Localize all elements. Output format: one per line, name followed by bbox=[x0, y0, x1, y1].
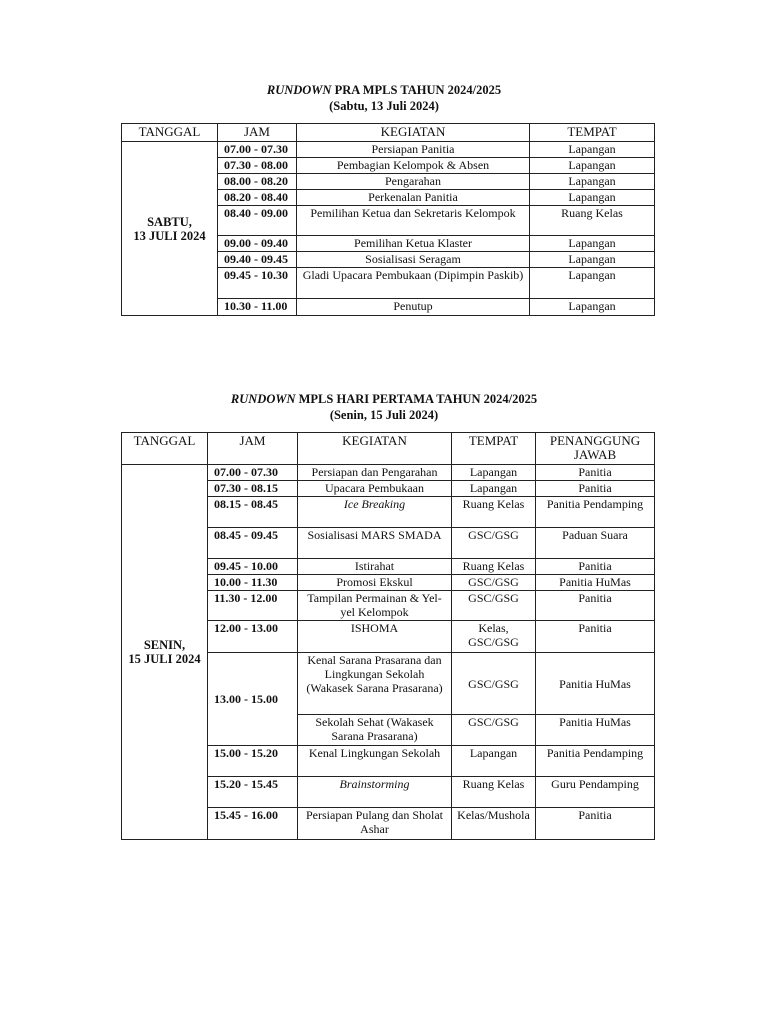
kegiatan-cell: Pengarahan bbox=[297, 174, 530, 190]
kegiatan-cell: Istirahat bbox=[298, 559, 452, 575]
table2-title: RUNDOWN MPLS HARI PERTAMA TAHUN 2024/2025 bbox=[230, 392, 538, 406]
jam-cell: 10.00 - 11.30 bbox=[208, 575, 298, 591]
tempat-cell: Lapangan bbox=[530, 236, 655, 252]
kegiatan-cell: Sosialisasi Seragam bbox=[297, 252, 530, 268]
pj-cell: Panitia bbox=[536, 559, 655, 575]
tempat-cell: Lapangan bbox=[530, 190, 655, 206]
table-header-row bbox=[122, 433, 655, 465]
tempat-cell: Ruang Kelas bbox=[452, 777, 536, 808]
kegiatan-cell: Ice Breaking bbox=[298, 497, 452, 528]
tempat-cell: Lapangan bbox=[452, 465, 536, 481]
tempat-cell: GSC/GSG bbox=[452, 528, 536, 559]
table-row bbox=[122, 142, 655, 158]
pj-cell: Panitia bbox=[536, 465, 655, 481]
tempat-cell: Kelas/Mushola bbox=[452, 808, 536, 840]
jam-cell: 07.00 - 07.30 bbox=[208, 465, 298, 481]
kegiatan-cell: Kenal Sarana Prasarana dan Lingkungan Sekolah (Wakasek Sarana Prasarana) bbox=[298, 653, 452, 715]
kegiatan-cell: Persiapan dan Pengarahan bbox=[298, 465, 452, 481]
kegiatan-cell: Sosialisasi MARS SMADA bbox=[298, 528, 452, 559]
jam-cell: 08.40 - 09.00 bbox=[218, 206, 297, 236]
tempat-cell: Lapangan bbox=[452, 481, 536, 497]
jam-cell: 09.45 - 10.00 bbox=[208, 559, 298, 575]
tempat-cell: Ruang Kelas bbox=[452, 497, 536, 528]
jam-cell: 07.30 - 08.00 bbox=[218, 158, 297, 174]
date-cell: SABTU, 13 JULI 2024 bbox=[122, 142, 218, 316]
tempat-cell: GSC/GSG bbox=[452, 653, 536, 715]
tempat-cell: Ruang Kelas bbox=[452, 559, 536, 575]
tempat-cell: Lapangan bbox=[530, 268, 655, 299]
kegiatan-cell: Persiapan Pulang dan Sholat Ashar bbox=[298, 808, 452, 840]
kegiatan-cell: ISHOMA bbox=[298, 621, 452, 653]
header-tempat: TEMPAT bbox=[452, 433, 536, 465]
tempat-cell: Lapangan bbox=[530, 299, 655, 316]
tempat-cell: GSC/GSG bbox=[452, 575, 536, 591]
kegiatan-cell: Sekolah Sehat (Wakasek Sarana Prasarana) bbox=[298, 715, 452, 746]
table-header-row bbox=[122, 124, 655, 142]
header-kegiatan: KEGIATAN bbox=[297, 124, 530, 142]
pj-cell: Panitia Pendamping bbox=[536, 497, 655, 528]
tempat-cell: Lapangan bbox=[530, 252, 655, 268]
pj-cell: Panitia HuMas bbox=[536, 653, 655, 715]
header-jam: JAM bbox=[208, 433, 298, 465]
pj-cell: Panitia bbox=[536, 481, 655, 497]
header-tanggal: TANGGAL bbox=[122, 433, 208, 465]
tempat-cell: GSC/GSG bbox=[452, 591, 536, 621]
jam-cell: 12.00 - 13.00 bbox=[208, 621, 298, 653]
pj-cell: Panitia bbox=[536, 591, 655, 621]
pj-cell: Panitia HuMas bbox=[536, 575, 655, 591]
jam-cell: 15.20 - 15.45 bbox=[208, 777, 298, 808]
pj-cell: Panitia HuMas bbox=[536, 715, 655, 746]
kegiatan-cell: Penutup bbox=[297, 299, 530, 316]
kegiatan-cell: Kenal Lingkungan Sekolah bbox=[298, 746, 452, 777]
jam-cell: 07.30 - 08.15 bbox=[208, 481, 298, 497]
jam-cell: 13.00 - 15.00 bbox=[208, 653, 298, 746]
kegiatan-cell: Perkenalan Panitia bbox=[297, 190, 530, 206]
jam-cell: 08.00 - 08.20 bbox=[218, 174, 297, 190]
tempat-cell: GSC/GSG bbox=[452, 715, 536, 746]
tempat-cell: Lapangan bbox=[452, 746, 536, 777]
rundown-table-mpls-hari-pertama bbox=[121, 432, 655, 840]
table1-title: RUNDOWN PRA MPLS TAHUN 2024/2025 bbox=[266, 83, 502, 97]
jam-cell: 15.45 - 16.00 bbox=[208, 808, 298, 840]
jam-cell: 09.40 - 09.45 bbox=[218, 252, 297, 268]
jam-cell: 08.45 - 09.45 bbox=[208, 528, 298, 559]
kegiatan-cell: Upacara Pembukaan bbox=[298, 481, 452, 497]
jam-cell: 15.00 - 15.20 bbox=[208, 746, 298, 777]
table-row bbox=[122, 465, 655, 481]
kegiatan-cell: Pembagian Kelompok & Absen bbox=[297, 158, 530, 174]
pj-cell: Panitia bbox=[536, 621, 655, 653]
pj-cell: Guru Pendamping bbox=[536, 777, 655, 808]
tempat-cell: Lapangan bbox=[530, 174, 655, 190]
jam-cell: 09.00 - 09.40 bbox=[218, 236, 297, 252]
tempat-cell: Lapangan bbox=[530, 142, 655, 158]
rundown-table-pra-mpls bbox=[121, 123, 655, 316]
header-penanggung-jawab: PENANGGUNG JAWAB bbox=[536, 433, 655, 465]
jam-cell: 11.30 - 12.00 bbox=[208, 591, 298, 621]
table1-subtitle: (Sabtu, 13 Juli 2024) bbox=[329, 99, 439, 113]
header-tempat: TEMPAT bbox=[530, 124, 655, 142]
header-jam: JAM bbox=[218, 124, 297, 142]
kegiatan-cell: Gladi Upacara Pembukaan (Dipimpin Paskib) bbox=[297, 268, 530, 299]
jam-cell: 08.15 - 08.45 bbox=[208, 497, 298, 528]
pj-cell: Panitia Pendamping bbox=[536, 746, 655, 777]
header-tanggal: TANGGAL bbox=[122, 124, 218, 142]
table2-subtitle: (Senin, 15 Juli 2024) bbox=[329, 408, 439, 422]
kegiatan-cell: Tampilan Permainan & Yel-yel Kelompok bbox=[298, 591, 452, 621]
jam-cell: 09.45 - 10.30 bbox=[218, 268, 297, 299]
pj-cell: Paduan Suara bbox=[536, 528, 655, 559]
header-kegiatan: KEGIATAN bbox=[298, 433, 452, 465]
pj-cell: Panitia bbox=[536, 808, 655, 840]
tempat-cell: Ruang Kelas bbox=[530, 206, 655, 236]
jam-cell: 08.20 - 08.40 bbox=[218, 190, 297, 206]
jam-cell: 10.30 - 11.00 bbox=[218, 299, 297, 316]
jam-cell: 07.00 - 07.30 bbox=[218, 142, 297, 158]
kegiatan-cell: Persiapan Panitia bbox=[297, 142, 530, 158]
tempat-cell: Kelas, GSC/GSG bbox=[452, 621, 536, 653]
date-cell: SENIN, 15 JULI 2024 bbox=[122, 465, 208, 840]
kegiatan-cell: Brainstorming bbox=[298, 777, 452, 808]
kegiatan-cell: Pemilihan Ketua dan Sekretaris Kelompok bbox=[297, 206, 530, 236]
kegiatan-cell: Pemilihan Ketua Klaster bbox=[297, 236, 530, 252]
kegiatan-cell: Promosi Ekskul bbox=[298, 575, 452, 591]
tempat-cell: Lapangan bbox=[530, 158, 655, 174]
